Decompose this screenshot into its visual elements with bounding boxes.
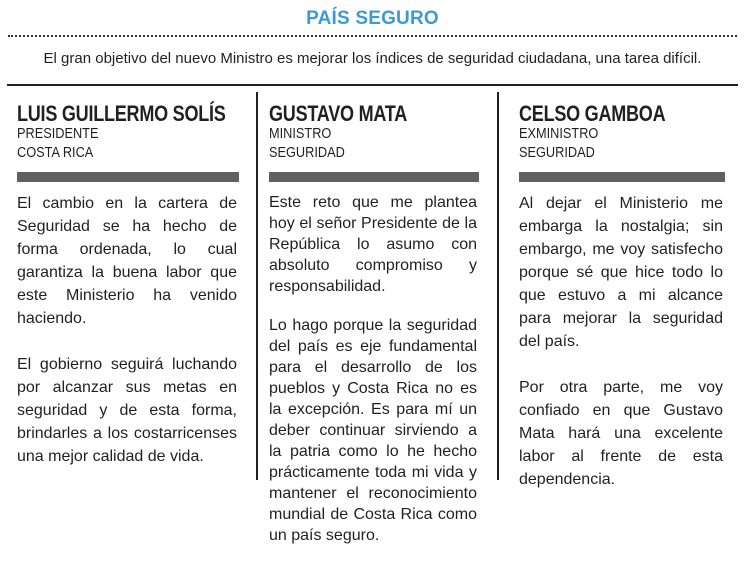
person-role-detail: SEGURIDAD <box>519 144 595 161</box>
quote-text <box>269 192 477 564</box>
quote-paragraph: Al dejar el Ministerio me embarga la nostalgia; sin embargo, me voy satisfecho porque sé que hice todo lo que estuvo a mi alcance para mejorar la seguridad del país. <box>519 195 723 350</box>
person-name: GUSTAVO MATA <box>269 101 408 126</box>
separator-bar <box>519 172 725 182</box>
person-role: PRESIDENTE <box>17 125 99 142</box>
quote-paragraph: Este reto que me plantea hoy el señor Presidente de la República lo asumo con absoluto compromiso y responsabilidad. <box>269 194 477 295</box>
section-title: PAÍS SEGURO <box>306 8 439 29</box>
separator-bar <box>17 172 239 182</box>
person-name: LUIS GUILLERMO SOLÍS <box>17 101 226 126</box>
quote-paragraph: Por otra parte, me voy confiado en que Gustavo Mata hará una excelente labor al frente de esta dependencia. <box>519 379 723 488</box>
section-subtitle: El gran objetivo del nuevo Ministro es mejorar los índices de seguridad ciudadana, una tarea difícil. <box>43 50 702 67</box>
person-name: CELSO GAMBOA <box>519 101 666 126</box>
quote-text <box>519 192 723 514</box>
person-role: MINISTRO <box>269 125 332 142</box>
person-role-detail: SEGURIDAD <box>269 144 345 161</box>
person-role-detail: COSTA RICA <box>17 144 94 161</box>
dotted-divider <box>8 35 737 37</box>
person-role: EXMINISTRO <box>519 125 599 142</box>
quote-paragraph: El cambio en la cartera de Seguridad se ha hecho de forma ordenada, lo cual garantiza la buena labor que este Ministerio ha venido haciendo. <box>17 195 237 327</box>
separator-bar <box>269 172 479 182</box>
quote-text <box>17 192 237 491</box>
top-rule <box>7 84 738 86</box>
column-divider <box>256 92 258 480</box>
column-divider <box>497 92 499 480</box>
quote-paragraph: El gobierno seguirá luchando por alcanzar sus metas en seguridad y de esta forma, brindarles a los costarricenses una mejor calidad de vida. <box>17 356 237 465</box>
quotes-frame <box>7 84 738 544</box>
quote-paragraph: Lo hago porque la seguridad del país es eje fundamental para el desarrollo de los pueblos y Costa Rica no es la excepción. Es para mí un deber continuar sirviendo a la patria como lo he hecho prácticamente toda mi vida y mantener el reconocimiento mundial de Costa Rica como un país seguro. <box>269 317 477 544</box>
